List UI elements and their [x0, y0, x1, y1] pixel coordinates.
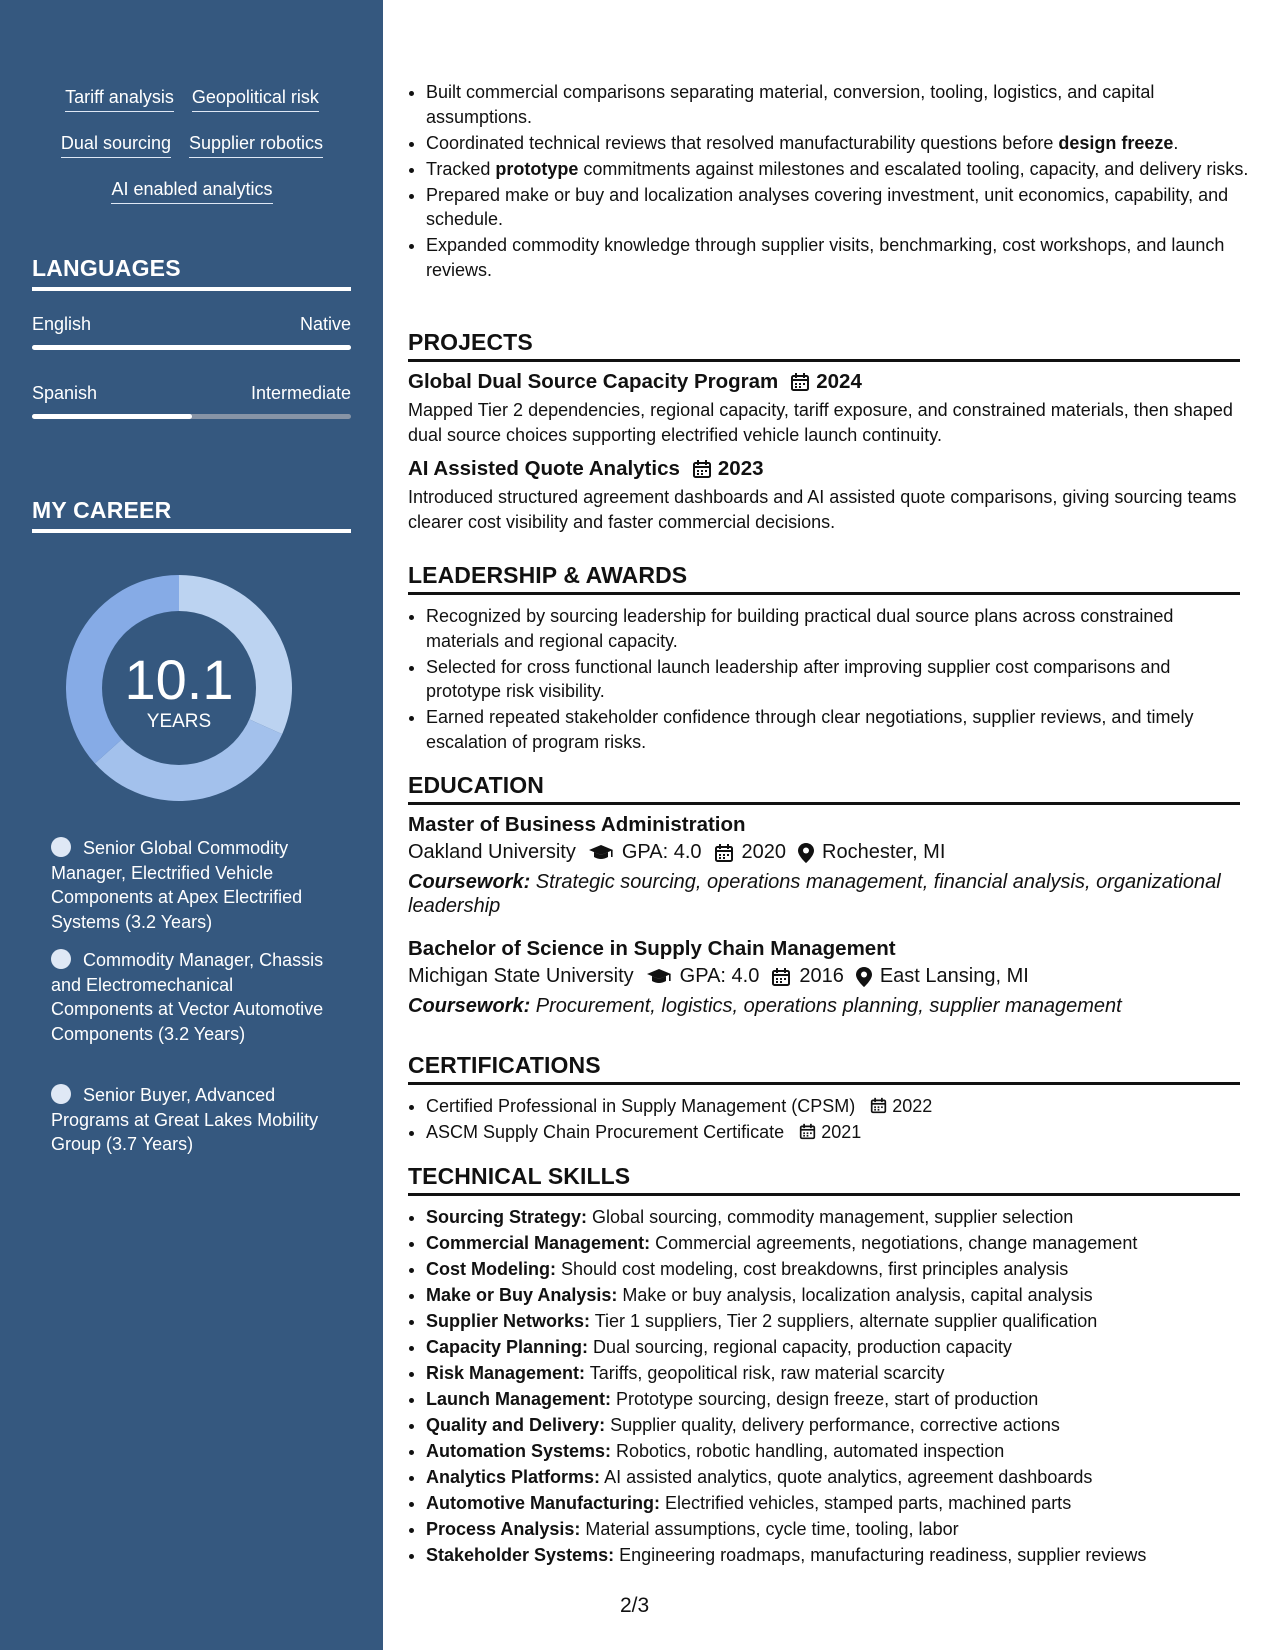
bullet-dot-icon: [51, 1084, 71, 1104]
skill-item: • Sourcing Strategy: Global sourcing, commodity management, supplier selection: [426, 1205, 1240, 1230]
project-description: Introduced structured agreement dashboards and AI assisted quote comparisons, giving sourcing teams clearer cost visibility and faster commercial decisions.: [408, 487, 1237, 532]
section-heading: LEADERSHIP & AWARDS: [408, 562, 1240, 595]
degree-title: Master of Business Administration: [408, 813, 746, 836]
page-number: 2/3: [620, 1594, 650, 1617]
coursework: Coursework: Procurement, logistics, operations planning, supplier management: [408, 995, 1122, 1017]
education-meta: [408, 841, 1240, 864]
awards-section: [408, 562, 1240, 756]
interest-tags: [32, 86, 352, 204]
project-title: AI Assisted Quote Analytics 2023: [408, 457, 764, 480]
language-english: [32, 314, 351, 350]
awards-list: [408, 604, 1240, 754]
skills-section: [408, 1163, 1240, 1569]
calendar-icon: [799, 1123, 816, 1140]
experience-bullet: • Coordinated technical reviews that resolved manufacturability questions before design freeze.: [426, 131, 1258, 156]
career-total: 10.1: [124, 648, 234, 711]
school-name: Michigan State University: [408, 965, 634, 987]
bullet-dot-icon: [51, 949, 71, 969]
skill-item: • Supplier Networks: Tier 1 suppliers, Tier 2 suppliers, alternate supplier qualification: [426, 1309, 1240, 1334]
project-year: 2024: [816, 370, 862, 393]
section-heading: PROJECTS: [408, 329, 1240, 362]
skill-item: • Cost Modeling: Should cost modeling, cost breakdowns, first principles analysis: [426, 1257, 1240, 1282]
graduation-cap-icon: [588, 844, 614, 862]
career-unit: YEARS: [146, 711, 212, 732]
award-item: • Selected for cross functional launch leadership after improving supplier cost comparisons and prototype risk visibility.: [426, 655, 1240, 704]
skill-item: • Commercial Management: Commercial agreements, negotiations, change management: [426, 1231, 1240, 1256]
tag-link[interactable]: Supplier robotics: [189, 132, 323, 158]
certification-year: 2021: [821, 1122, 862, 1142]
skill-item: • Stakeholder Systems: Engineering roadmaps, manufacturing readiness, supplier reviews: [426, 1543, 1240, 1568]
languages-heading: LANGUAGES: [32, 255, 351, 291]
career-item: Commodity Manager, Chassis and Electromechanical Components at Vector Automotive Components (3.2 Years): [51, 950, 324, 1044]
map-pin-icon: [856, 967, 872, 987]
project-description: Mapped Tier 2 dependencies, regional capacity, tariff exposure, and constrained materials, then shaped dual source choices supporting electrified vehicle launch continuity.: [408, 400, 1233, 445]
language-bar-fill: [32, 345, 351, 350]
tag-link[interactable]: Tariff analysis: [65, 86, 174, 112]
language-spanish: [32, 383, 351, 419]
career-donut-chart: [66, 575, 292, 801]
language-bar: [32, 345, 351, 350]
skill-item: • Make or Buy Analysis: Make or buy analysis, localization analysis, capital analysis: [426, 1283, 1240, 1308]
school-location: Rochester, MI: [822, 841, 946, 863]
experience-bullet: • Tracked prototype commitments against milestones and escalated tooling, capacity, and delivery risks.: [426, 157, 1258, 182]
language-name: Spanish: [32, 383, 98, 403]
calendar-icon: [870, 1097, 887, 1114]
certifications-section: [408, 1052, 1240, 1146]
skill-item: • Analytics Platforms: AI assisted analytics, quote analytics, agreement dashboards: [426, 1465, 1240, 1490]
project-title: Global Dual Source Capacity Program 2024: [408, 370, 862, 393]
bullet-dot-icon: [51, 837, 71, 857]
career-heading: MY CAREER: [32, 497, 351, 533]
certification-item: • Certified Professional in Supply Management (CPSM) 2022: [426, 1094, 1240, 1119]
award-item: • Earned repeated stakeholder confidence through clear negotiations, supplier reviews, and timely escalation of program risks.: [426, 705, 1240, 754]
career-item: Senior Buyer, Advanced Programs at Great Lakes Mobility Group (3.7 Years): [51, 1085, 319, 1154]
certification-year: 2022: [892, 1096, 933, 1116]
education-meta: [408, 965, 1240, 988]
certification-item: • ASCM Supply Chain Procurement Certificate 2021: [426, 1120, 1240, 1145]
calendar-icon: [692, 459, 712, 479]
calendar-icon: [714, 843, 734, 863]
experience-bullets: [408, 80, 1258, 284]
project-year: 2023: [717, 457, 764, 480]
education-section: [408, 772, 1240, 1018]
language-level: Native: [299, 314, 351, 334]
tag-link[interactable]: AI enabled analytics: [111, 178, 272, 204]
map-pin-icon: [798, 843, 814, 863]
graduation-cap-icon: [646, 968, 672, 986]
projects-section: [408, 329, 1240, 534]
section-heading: TECHNICAL SKILLS: [408, 1163, 1240, 1196]
language-bar-fill: [32, 414, 192, 419]
skills-list: [408, 1205, 1240, 1568]
experience-bullet: • Built commercial comparisons separating material, conversion, tooling, logistics, and capital assumptions.: [426, 80, 1258, 129]
language-name: English: [32, 314, 92, 334]
language-level: Intermediate: [250, 383, 351, 403]
tag-link[interactable]: Geopolitical risk: [192, 86, 319, 112]
skill-item: • Launch Management: Prototype sourcing, design freeze, start of production: [426, 1387, 1240, 1412]
skill-item: • Capacity Planning: Dual sourcing, regional capacity, production capacity: [426, 1335, 1240, 1360]
skill-item: • Automotive Manufacturing: Electrified vehicles, stamped parts, machined parts: [426, 1491, 1240, 1516]
skill-item: • Automation Systems: Robotics, robotic handling, automated inspection: [426, 1439, 1240, 1464]
school-location: East Lansing, MI: [879, 965, 1029, 987]
calendar-icon: [771, 967, 791, 987]
coursework: Coursework: Strategic sourcing, operations management, financial analysis, organizational leadership: [408, 871, 1221, 917]
career-item: Senior Global Commodity Manager, Electrified Vehicle Components at Apex Electrified Systems (3.2 Years): [51, 838, 303, 932]
gpa: GPA: 4.0: [679, 965, 760, 987]
section-heading: EDUCATION: [408, 772, 1240, 805]
experience-bullet: • Prepared make or buy and localization analyses covering investment, unit economics, capability, and schedule.: [426, 183, 1258, 232]
calendar-icon: [790, 372, 810, 392]
school-name: Oakland University: [408, 841, 576, 863]
skill-item: • Quality and Delivery: Supplier quality, delivery performance, corrective actions: [426, 1413, 1240, 1438]
award-item: • Recognized by sourcing leadership for building practical dual source plans across constrained materials and regional capacity.: [426, 604, 1240, 653]
skill-item: • Risk Management: Tariffs, geopolitical risk, raw material scarcity: [426, 1361, 1240, 1386]
certifications-list: [408, 1094, 1240, 1145]
graduation-year: 2020: [741, 841, 787, 863]
skill-item: • Process Analysis: Material assumptions, cycle time, tooling, labor: [426, 1517, 1240, 1542]
language-bar: [32, 414, 351, 419]
degree-title: Bachelor of Science in Supply Chain Management: [408, 937, 896, 960]
experience-bullet: • Expanded commodity knowledge through supplier visits, benchmarking, cost workshops, and launch reviews.: [426, 233, 1258, 282]
section-heading: CERTIFICATIONS: [408, 1052, 1240, 1085]
tag-link[interactable]: Dual sourcing: [61, 132, 171, 158]
graduation-year: 2016: [799, 965, 844, 987]
gpa: GPA: 4.0: [621, 841, 702, 863]
sidebar: [0, 0, 383, 1650]
